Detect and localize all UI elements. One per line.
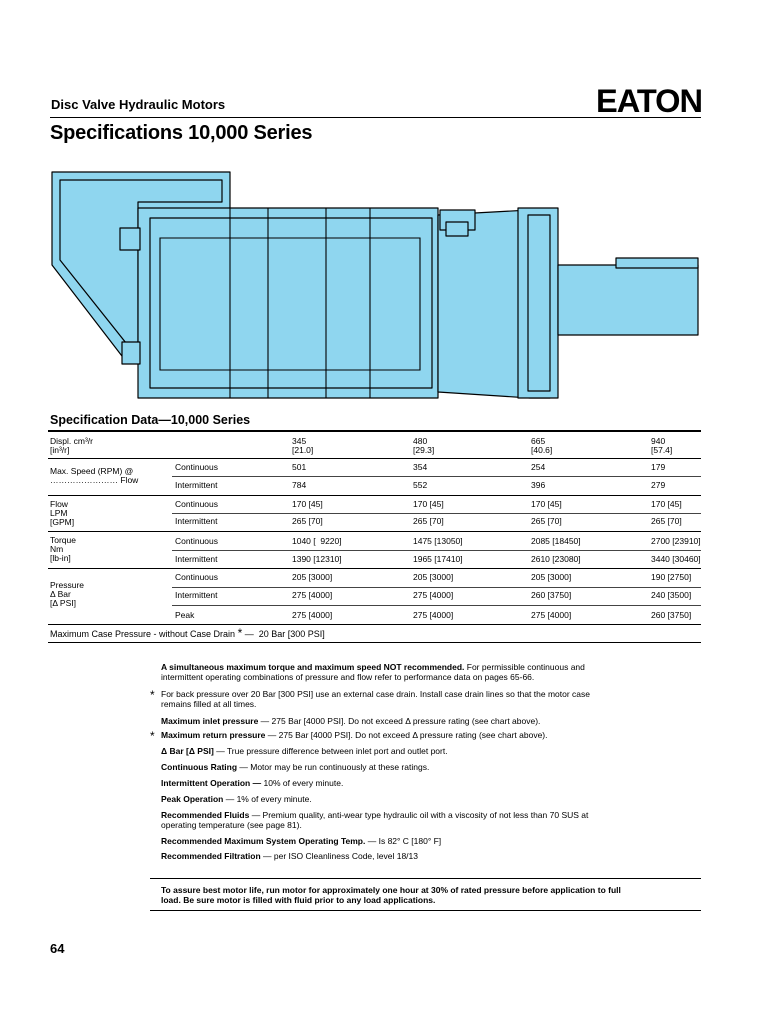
note-filtration <box>161 851 601 861</box>
svg-text:EATON: EATON <box>596 85 702 113</box>
row-rule <box>172 476 701 477</box>
note-bold: Peak Operation <box>161 794 224 804</box>
speed-cont-v4: 179 <box>651 462 666 472</box>
flow-cont-v3: 170 [45] <box>531 499 562 509</box>
note-text: — 275 Bar [4000 PSI]. Do not exceed Δ pressure rating (see chart above). <box>258 716 541 726</box>
flow-label: Flow LPM [GPM] <box>50 499 75 527</box>
note-text: — per ISO Cleanliness Code, level 18/13 <box>260 851 418 861</box>
torque-label: Torque Nm [lb-in] <box>50 535 76 563</box>
motor-illustration <box>50 170 710 405</box>
torque-int-label: Intermittent <box>175 554 218 564</box>
note-back-pressure: For back pressure over 20 Bar [300 PSI] use an external case drain. Install case drain lines so that the motor case remains filled at all times. <box>161 689 591 709</box>
press-int-v4: 240 [3500] <box>651 590 692 600</box>
warning-text: To assure best motor life, run motor for approximately one hour at 30% of rated pressure before application to full load. Be sure motor is filled with fluid prior to any load applications. <box>161 885 621 905</box>
speed-cont-v1: 501 <box>292 462 307 472</box>
displ-345: 345 [21.0] <box>292 436 314 455</box>
displ-940: 940 [57.4] <box>651 436 673 455</box>
press-int-v3: 260 [3750] <box>531 590 572 600</box>
case-pressure-text: Maximum Case Pressure - without Case Drain <box>50 629 236 639</box>
flow-cont-v4: 170 [45] <box>651 499 682 509</box>
asterisk-mark: * <box>237 626 243 640</box>
note-text: — Motor may be run continuously at these ratings. <box>237 762 430 772</box>
note-intermittent-operation <box>161 778 601 788</box>
note-bold: Maximum inlet pressure <box>161 716 259 726</box>
flow-cont-v2: 170 [45] <box>413 499 444 509</box>
press-peak-v4: 260 [3750] <box>651 610 692 620</box>
note-return-pressure <box>161 730 601 740</box>
speed-int-label: Intermittent <box>175 480 218 490</box>
page-title: Specifications 10,000 Series <box>50 122 313 144</box>
press-peak-v2: 275 [4000] <box>413 610 454 620</box>
note-text: — Premium quality, anti-wear type hydraulic oil with a viscosity of not less than 70 SUS at operating temperature (see page 81). <box>161 810 589 830</box>
press-int-v1: 275 [4000] <box>292 590 333 600</box>
note-bold: Δ Bar [Δ PSI] <box>161 746 214 756</box>
torque-cont-label: Continuous <box>175 536 219 546</box>
flow-cont-v1: 170 [45] <box>292 499 323 509</box>
speed-cont-v3: 254 <box>531 462 546 472</box>
note-text: — 1% of every minute. <box>223 794 312 804</box>
case-pressure-label <box>50 626 325 640</box>
row-rule <box>48 458 701 459</box>
flow-cont-label: Continuous <box>175 499 219 509</box>
row-rule <box>172 605 701 606</box>
press-peak-label: Peak <box>175 610 195 620</box>
note-text: 10% of every minute. <box>261 778 344 788</box>
speed-cont-v2: 354 <box>413 462 428 472</box>
press-int-v2: 275 [4000] <box>413 590 454 600</box>
press-cont-v3: 205 [3000] <box>531 572 572 582</box>
note-bold: Recommended Maximum System Operating Temp. <box>161 836 366 846</box>
note-text: — Is 82° C [180° F] <box>365 836 442 846</box>
speed-int-v2: 552 <box>413 480 428 490</box>
speed-int-v3: 396 <box>531 480 546 490</box>
page-number: 64 <box>50 941 65 956</box>
torque-cont-v2: 1475 [13050] <box>413 536 463 546</box>
row-rule <box>172 550 701 551</box>
note-max-temp <box>161 836 601 846</box>
warning-bottom-rule <box>150 910 701 911</box>
note-peak-operation <box>161 794 601 804</box>
row-rule <box>48 624 701 625</box>
row-rule <box>48 495 701 496</box>
press-cont-v4: 190 [2750] <box>651 572 692 582</box>
section-heading: Disc Valve Hydraulic Motors <box>51 97 226 112</box>
flow-int-v4: 265 [70] <box>651 516 682 526</box>
press-cont-v1: 205 [3000] <box>292 572 333 582</box>
torque-cont-v4: 2700 [23910] <box>651 536 701 546</box>
press-peak-v3: 275 [4000] <box>531 610 572 620</box>
torque-int-v2: 1965 [17410] <box>413 554 463 564</box>
speed-int-v4: 279 <box>651 480 666 490</box>
note-bold: Recommended Filtration <box>161 851 261 861</box>
note-bold: Continuous Rating <box>161 762 238 772</box>
note-bold: Recommended Fluids <box>161 810 250 820</box>
torque-int-v4: 3440 [30460] <box>651 554 701 564</box>
row-rule <box>48 531 701 532</box>
header-rule <box>50 117 701 118</box>
note-bold: Maximum return pressure <box>161 730 266 740</box>
note-bold: A simultaneous maximum torque and maximum speed NOT recommended. <box>161 662 465 672</box>
speed-cont-label: Continuous <box>175 462 219 472</box>
note-continuous-rating <box>161 762 601 772</box>
flow-int-v3: 265 [70] <box>531 516 562 526</box>
note-inlet-pressure <box>161 716 601 726</box>
press-cont-label: Continuous <box>175 572 219 582</box>
press-int-label: Intermittent <box>175 590 218 600</box>
row-rule <box>172 587 701 588</box>
note-bold: Intermittent Operation — <box>161 778 262 788</box>
eaton-logo <box>596 85 702 113</box>
note-text: For permissible continuous and intermittent operating combinations of pressure and flow refer to performance data on pages 65-66. <box>161 662 585 682</box>
press-cont-v2: 205 [3000] <box>413 572 454 582</box>
note-text: — 275 Bar [4000 PSI]. Do not exceed Δ pressure rating (see chart above). <box>265 730 548 740</box>
torque-int-v1: 1390 [12310] <box>292 554 342 564</box>
warning-top-rule <box>150 878 701 879</box>
case-pressure-value: — 20 Bar [300 PSI] <box>244 629 325 639</box>
displ-label: Displ. cm³/r [in³/r] <box>50 436 93 455</box>
note-recommended-fluids <box>161 810 601 830</box>
speed-int-v1: 784 <box>292 480 307 490</box>
flow-int-label: Intermittent <box>175 516 218 526</box>
pressure-label: Pressure Δ Bar [Δ PSI] <box>50 580 85 608</box>
flow-int-v1: 265 [70] <box>292 516 323 526</box>
displ-480: 480 [29.3] <box>413 436 435 455</box>
table-title: Specification Data—10,000 Series <box>50 413 251 427</box>
table-top-rule <box>48 430 701 432</box>
press-peak-v1: 275 [4000] <box>292 610 333 620</box>
note-simultaneous <box>161 662 601 682</box>
asterisk-mark: * <box>150 688 155 702</box>
note-text: — True pressure difference between inlet port and outlet port. <box>213 746 448 756</box>
torque-cont-v1: 1040 [ 9220] <box>292 536 342 546</box>
speed-label: Max. Speed (RPM) @ …………………… Flow <box>50 466 139 485</box>
table-bottom-rule <box>48 642 701 643</box>
torque-int-v3: 2610 [23080] <box>531 554 581 564</box>
displ-665: 665 [40.6] <box>531 436 553 455</box>
row-rule <box>48 568 701 569</box>
row-rule <box>172 513 701 514</box>
torque-cont-v3: 2085 [18450] <box>531 536 581 546</box>
asterisk-mark: * <box>150 729 155 743</box>
note-delta-bar <box>161 746 601 756</box>
flow-int-v2: 265 [70] <box>413 516 444 526</box>
